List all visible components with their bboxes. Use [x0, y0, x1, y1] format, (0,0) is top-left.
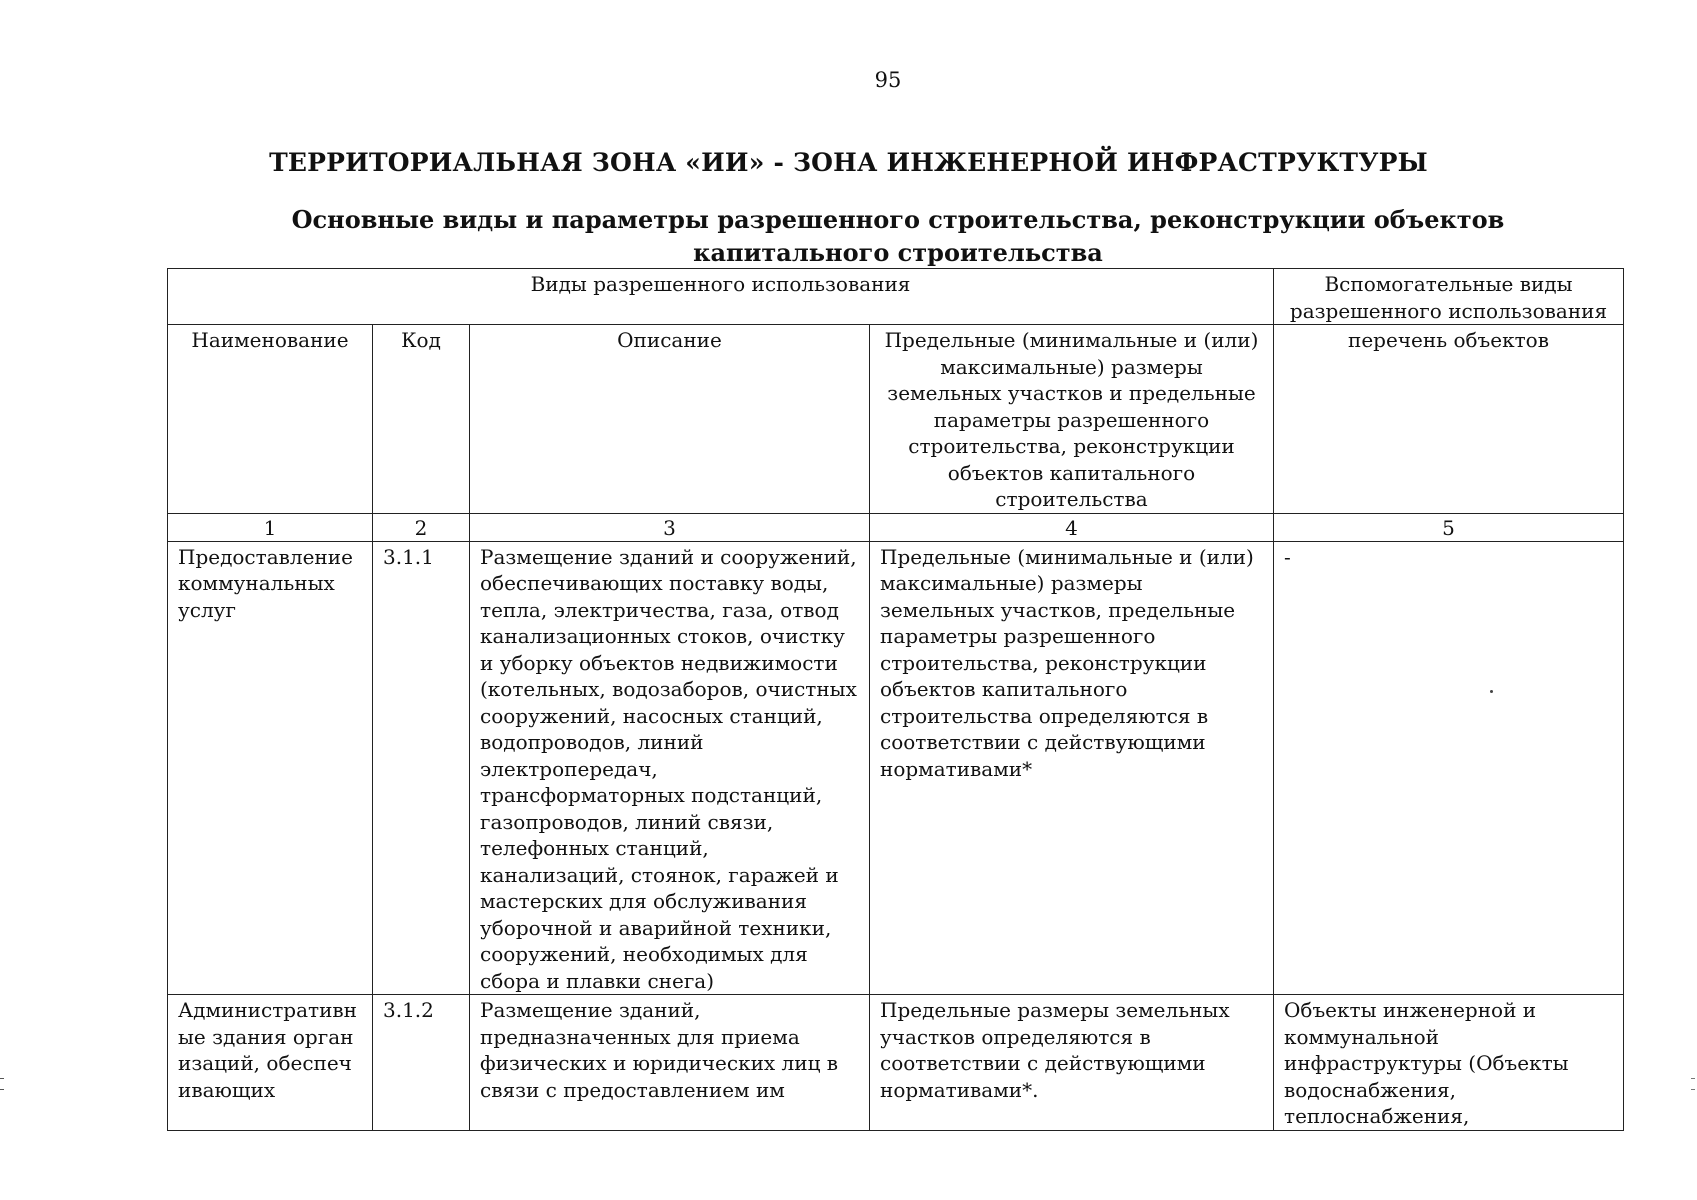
- cell-name: Административные здания организаций, обеспечивающих: [168, 995, 373, 1131]
- zone-title: ТЕРРИТОРИАЛЬНАЯ ЗОНА «ИИ» - ЗОНА ИНЖЕНЕРНОЙ ИНФРАСТРУКТУРЫ: [269, 148, 1428, 177]
- cell-description: Размещение зданий и сооружений, обеспечивающих поставку воды, тепла, электричества, газа, отвод канализационных стоков, очистку и уборку объектов недвижимости (котельных, водозаборов, очистных сооружений, насосных станций, водопроводов, линий электропередач, трансформаторных подстанций, газопроводов, линий связи, телефонных станций, канализаций, стоянок, гаражей и мастерских для обслуживания уборочной и аварийной техники, сооружений, необходимых для сбора и плавки снега): [470, 541, 870, 995]
- cell-aux: -: [1274, 541, 1624, 995]
- table-row: [168, 995, 1624, 1131]
- cell-aux: Объекты инженерной и коммунальной инфраструктуры (Объекты водоснабжения, теплоснабжения,: [1274, 995, 1624, 1131]
- table-group-header-row: [168, 269, 1624, 325]
- col-number: 4: [870, 513, 1274, 541]
- cell-name: Предоставление коммунальных услуг: [168, 541, 373, 995]
- cell-limits: Предельные (минимальные и (или) максимальные) размеры земельных участков, предельные параметры разрешенного строительства, реконструкции объектов капитального строительства определяются в соответствии с действующими нормативами*: [870, 541, 1274, 995]
- group-header-aux: Вспомогательные виды разрешенного использования: [1274, 269, 1624, 325]
- col-number: 2: [373, 513, 470, 541]
- col-header-name: Наименование: [168, 325, 373, 514]
- col-header-code: Код: [373, 325, 470, 514]
- cell-code: 3.1.1: [373, 541, 470, 995]
- table-row: [168, 541, 1624, 995]
- cell-limits: Предельные размеры земельных участков определяются в соответствии с действующими нормативами*.: [870, 995, 1274, 1131]
- section-title: Основные виды и параметры разрешенного строительства, реконструкции объектов капитального строительства: [291, 205, 1505, 267]
- col-header-limits: Предельные (минимальные и (или) максимальные) размеры земельных участков и предельные параметры разрешенного строительства, реконструкции объектов капитального строительства: [870, 325, 1274, 514]
- group-header-main: Виды разрешенного использования: [168, 269, 1274, 325]
- col-header-description: Описание: [470, 325, 870, 514]
- permitted-use-table: [167, 268, 1624, 1131]
- cell-description: Размещение зданий, предназначенных для приема физических и юридических лиц в связи с предоставлением им: [470, 995, 870, 1131]
- scan-edge-mark-left: [0, 1078, 4, 1090]
- col-number: 3: [470, 513, 870, 541]
- cell-code: 3.1.2: [373, 995, 470, 1131]
- col-number: 5: [1274, 513, 1624, 541]
- table-column-header-row: [168, 325, 1624, 514]
- table-column-number-row: [168, 513, 1624, 541]
- col-header-objects: перечень объектов: [1274, 325, 1624, 514]
- page-number: 95: [874, 68, 902, 92]
- scan-edge-mark-right: [1691, 1078, 1695, 1090]
- col-number: 1: [168, 513, 373, 541]
- scan-dot-mark: [1490, 690, 1493, 693]
